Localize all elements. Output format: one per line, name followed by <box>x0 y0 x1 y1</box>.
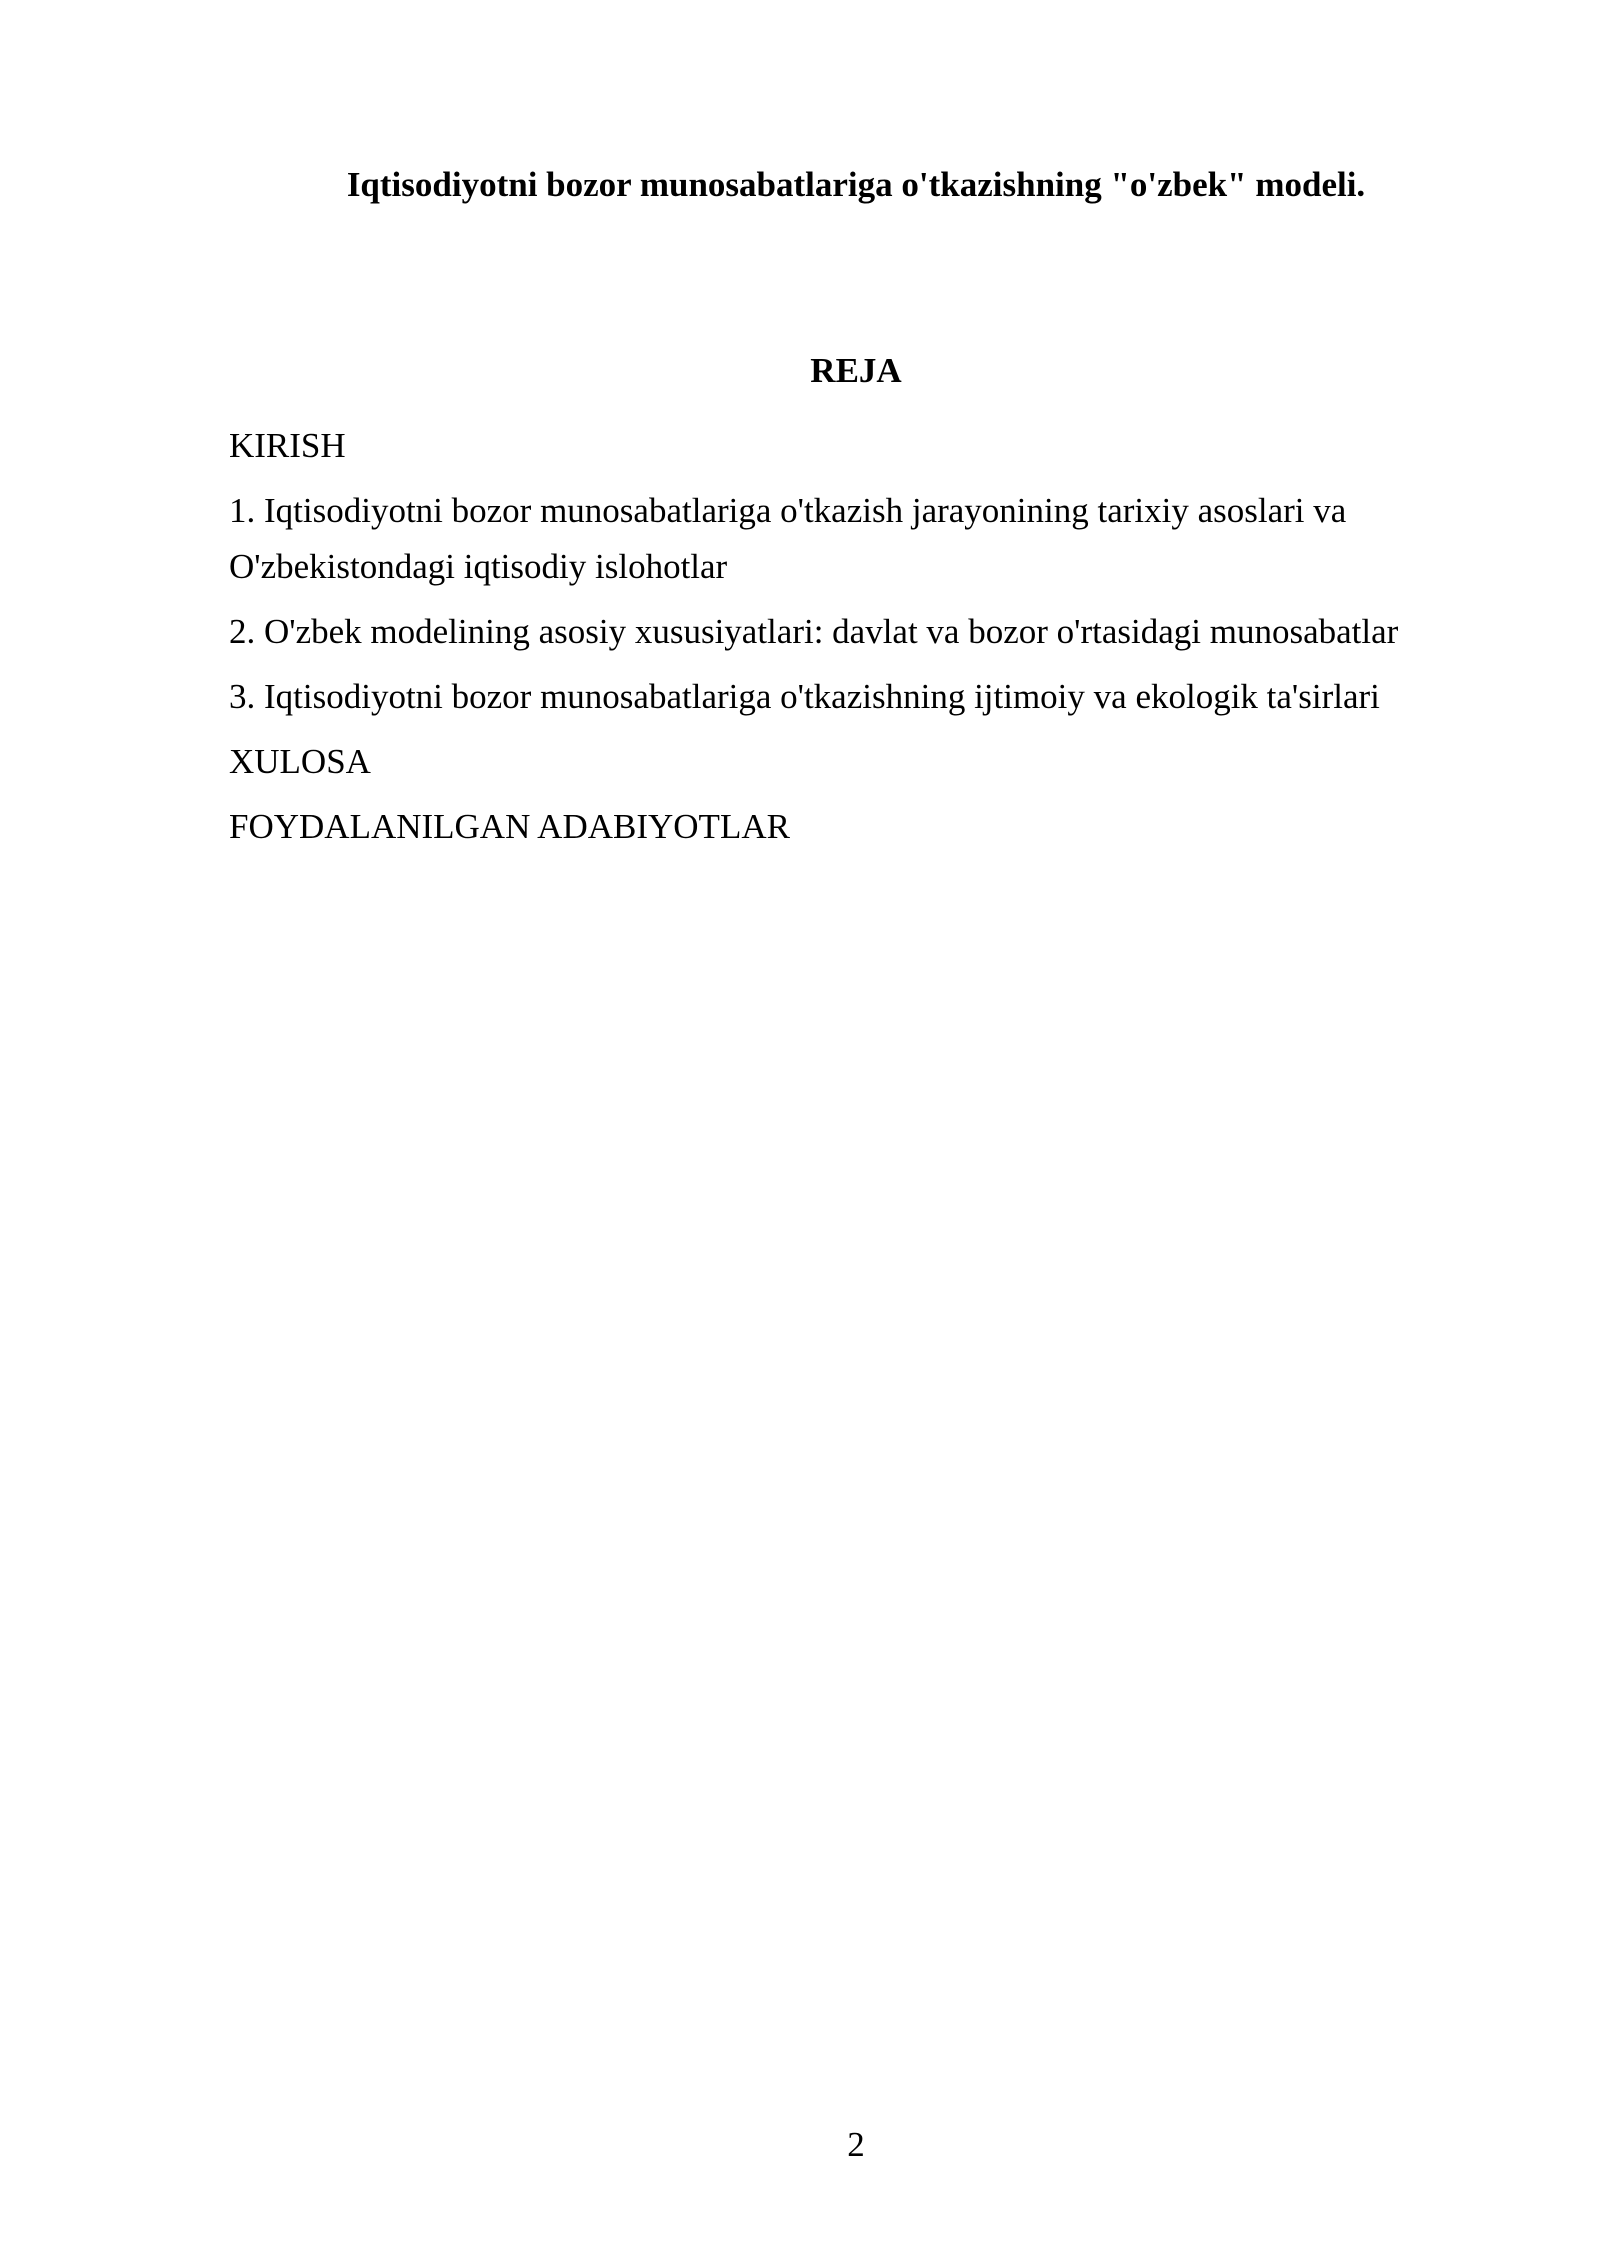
plan-item-references: FOYDALANILGAN ADABIYOTLAR <box>229 807 790 846</box>
plan-item-introduction: KIRISH <box>229 426 346 465</box>
plan-item-1: 1. Iqtisodiyotni bozor munosabatlariga o'tkazish jarayonining tarixiy asoslari va O'zbekistondagi iqtisodiy islohotlar <box>229 491 1347 586</box>
plan-item-3: 3. Iqtisodiyotni bozor munosabatlariga o'tkazishning ijtimoiy va ekologik ta'sirlari <box>229 677 1380 716</box>
plan-item-2: 2. O'zbek modelining asosiy xususiyatlari: davlat va bozor o'rtasidagi munosabatlar <box>229 612 1399 651</box>
document-title: Iqtisodiyotni bozor munosabatlariga o'tkazishning "o'zbek" modeli. <box>346 165 1366 204</box>
page-number: 2 <box>847 2125 865 2164</box>
plan-heading: REJA <box>810 351 902 390</box>
plan-list <box>229 418 1529 864</box>
plan-item-conclusion: XULOSA <box>229 742 371 781</box>
